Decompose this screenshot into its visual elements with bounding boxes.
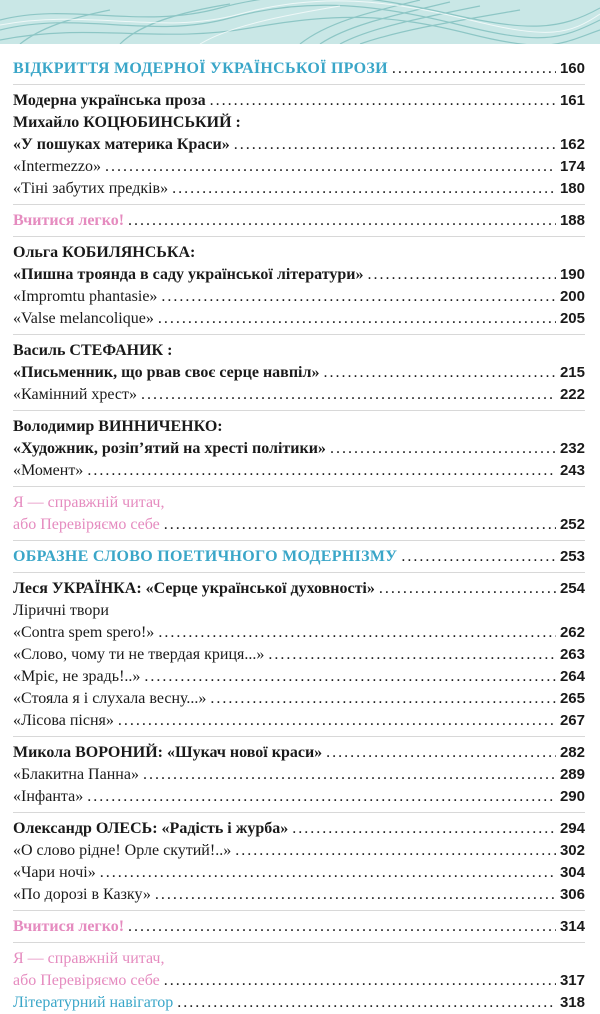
page-number: 290 <box>559 788 585 805</box>
author-vynnychenko: Володимир ВИННИЧЕНКО: <box>13 418 223 435</box>
toc-entry[interactable] <box>13 362 585 384</box>
page-number: 253 <box>559 548 585 565</box>
entry-title: «У пошуках материка Краси» <box>13 136 230 153</box>
page-number: 306 <box>559 886 585 903</box>
entry-title: «Письменник, що рвав своє серце навпіл» <box>13 364 320 381</box>
toc-section-modern-prose[interactable] <box>13 58 585 80</box>
leader-dots <box>330 438 556 460</box>
toc-entry[interactable] <box>13 178 585 200</box>
page-number: 188 <box>559 212 585 229</box>
toc-entry-learn-easy[interactable] <box>13 210 585 232</box>
leader-dots <box>210 688 556 710</box>
page-number: 174 <box>559 158 585 175</box>
reader-check-line1: Я — справжній читач, <box>13 950 165 967</box>
table-of-contents <box>13 58 585 1014</box>
author-kobylianska: Ольга КОБИЛЯНСЬКА: <box>13 244 196 261</box>
leader-dots <box>87 786 556 808</box>
toc-entry-reader-check[interactable] <box>13 514 585 536</box>
toc-entry[interactable] <box>13 644 585 666</box>
toc-entry[interactable] <box>13 384 585 406</box>
leader-dots <box>87 460 556 482</box>
page-number: 232 <box>559 440 585 457</box>
entry-title: «Мріє, не зрадь!..» <box>13 668 141 685</box>
leader-dots <box>323 362 556 384</box>
page-number: 264 <box>559 668 585 685</box>
toc-entry[interactable] <box>13 264 585 286</box>
leader-dots <box>155 884 556 906</box>
toc-entry[interactable] <box>13 840 585 862</box>
page-number: 254 <box>559 580 585 597</box>
entry-title: або Перевіряємо себе <box>13 516 160 533</box>
entry-title: «Блакитна Панна» <box>13 766 139 783</box>
entry-title: «По дорозі в Казку» <box>13 886 151 903</box>
entry-title: Літературний навігатор <box>13 994 174 1011</box>
entry-title: Леся УКРАЇНКА: «Серце української духовності» <box>13 580 375 597</box>
leader-dots <box>143 764 556 786</box>
divider <box>13 540 585 541</box>
page-number: 252 <box>559 516 585 533</box>
leader-dots <box>164 514 556 536</box>
leader-dots <box>326 742 556 764</box>
leader-dots <box>144 666 556 688</box>
leader-dots <box>379 578 556 600</box>
leader-dots <box>172 178 556 200</box>
page-number: 222 <box>559 386 585 403</box>
page-number: 318 <box>559 994 585 1011</box>
entry-title: Вчитися легко! <box>13 212 125 229</box>
toc-entry[interactable] <box>13 688 585 710</box>
leader-dots <box>105 156 556 178</box>
toc-entry-modern-prose-intro[interactable] <box>13 90 585 112</box>
leader-dots <box>234 134 556 156</box>
entry-title: «Художник, розіп’ятий на хресті політики» <box>13 440 326 457</box>
entry-title: Вчитися легко! <box>13 918 125 935</box>
divider <box>13 410 585 411</box>
leader-dots <box>158 622 556 644</box>
entry-title: «Тіні забутих предків» <box>13 180 169 197</box>
page-number: 265 <box>559 690 585 707</box>
leader-dots <box>268 644 556 666</box>
divider <box>13 204 585 205</box>
entry-title: Микола ВОРОНИЙ: «Шукач нової краси» <box>13 744 323 761</box>
leader-dots <box>128 916 556 938</box>
page-number: 282 <box>559 744 585 761</box>
page-number: 200 <box>559 288 585 305</box>
leader-dots <box>367 264 556 286</box>
page-number: 190 <box>559 266 585 283</box>
page-number: 180 <box>559 180 585 197</box>
toc-entry-literary-navigator[interactable] <box>13 992 585 1014</box>
divider <box>13 334 585 335</box>
page-number: 161 <box>559 92 585 109</box>
leader-dots <box>292 818 556 840</box>
page-number: 262 <box>559 624 585 641</box>
page-number: 160 <box>559 60 585 77</box>
entry-title: або Перевіряємо себе <box>13 972 160 989</box>
leader-dots <box>118 710 556 732</box>
reader-check-line1: Я — справжній читач, <box>13 494 165 511</box>
toc-entry[interactable] <box>13 308 585 330</box>
divider <box>13 942 585 943</box>
toc-entry[interactable] <box>13 286 585 308</box>
toc-entry-reader-check[interactable] <box>13 970 585 992</box>
entry-title: «О слово рідне! Орле скутий!..» <box>13 842 232 859</box>
divider <box>13 486 585 487</box>
entry-title: «Impromtu phantasie» <box>13 288 158 305</box>
entry-title: «Лісова пісня» <box>13 712 114 729</box>
toc-entry[interactable] <box>13 862 585 884</box>
page-number: 317 <box>559 972 585 989</box>
entry-title: «Камінний хрест» <box>13 386 137 403</box>
page-number: 162 <box>559 136 585 153</box>
entry-title: «Інфанта» <box>13 788 84 805</box>
section-title: ВІДКРИТТЯ МОДЕРНОЇ УКРАЇНСЬКОЇ ПРОЗИ <box>13 60 388 77</box>
decorative-wave-banner <box>0 0 600 44</box>
author-stefanyk: Василь СТЕФАНИК : <box>13 342 173 359</box>
section-title: ОБРАЗНЕ СЛОВО ПОЕТИЧНОГО МОДЕРНІЗМУ <box>13 548 398 565</box>
page-number: 289 <box>559 766 585 783</box>
divider <box>13 84 585 85</box>
toc-entry[interactable] <box>13 884 585 906</box>
divider <box>13 812 585 813</box>
leader-dots <box>164 970 556 992</box>
entry-title: «Слово, чому ти не твердая криця...» <box>13 646 265 663</box>
entry-title: Олександр ОЛЕСЬ: «Радість і журба» <box>13 820 289 837</box>
toc-entry[interactable] <box>13 156 585 178</box>
leader-dots <box>100 862 556 884</box>
divider <box>13 236 585 237</box>
entry-title: «Момент» <box>13 462 84 479</box>
page-number: 304 <box>559 864 585 881</box>
toc-entry[interactable] <box>13 710 585 732</box>
page-number: 243 <box>559 462 585 479</box>
leader-dots <box>128 210 556 232</box>
leader-dots <box>158 308 556 330</box>
leader-dots <box>161 286 556 308</box>
divider <box>13 736 585 737</box>
toc-entry[interactable] <box>13 460 585 482</box>
page-number: 302 <box>559 842 585 859</box>
toc-entry[interactable] <box>13 438 585 460</box>
entry-title: Модерна українська проза <box>13 92 206 109</box>
page-number: 314 <box>559 918 585 935</box>
toc-entry-voronyi[interactable] <box>13 742 585 764</box>
toc-entry[interactable] <box>13 134 585 156</box>
entry-title: «Пишна троянда в саду української літератури» <box>13 266 364 283</box>
leader-dots <box>141 384 556 406</box>
toc-entry[interactable] <box>13 786 585 808</box>
leader-dots <box>401 546 556 568</box>
author-kotsiubynsky: Михайло КОЦЮБИНСЬКИЙ : <box>13 114 241 131</box>
entry-title: «Стояла я і слухала весну...» <box>13 690 207 707</box>
toc-entry-ukrainka[interactable] <box>13 578 585 600</box>
entry-title: «Чари ночі» <box>13 864 96 881</box>
toc-entry-oles[interactable] <box>13 818 585 840</box>
page-number: 205 <box>559 310 585 327</box>
toc-entry[interactable] <box>13 622 585 644</box>
entry-title: «Contra spem spero!» <box>13 624 155 641</box>
page-number: 294 <box>559 820 585 837</box>
leader-dots <box>210 90 556 112</box>
entry-title: «Intermezzo» <box>13 158 101 175</box>
divider <box>13 572 585 573</box>
entry-title: «Valse melancolique» <box>13 310 154 327</box>
leader-dots <box>392 58 556 80</box>
toc-entry[interactable] <box>13 666 585 688</box>
toc-section-poetic-modernism[interactable] <box>13 546 585 568</box>
toc-entry[interactable] <box>13 764 585 786</box>
page-number: 267 <box>559 712 585 729</box>
page-number: 215 <box>559 364 585 381</box>
page-number: 263 <box>559 646 585 663</box>
subheading-lyrics: Ліричні твори <box>13 602 109 619</box>
leader-dots <box>235 840 556 862</box>
toc-entry-learn-easy[interactable] <box>13 916 585 938</box>
divider <box>13 910 585 911</box>
leader-dots <box>177 992 556 1014</box>
